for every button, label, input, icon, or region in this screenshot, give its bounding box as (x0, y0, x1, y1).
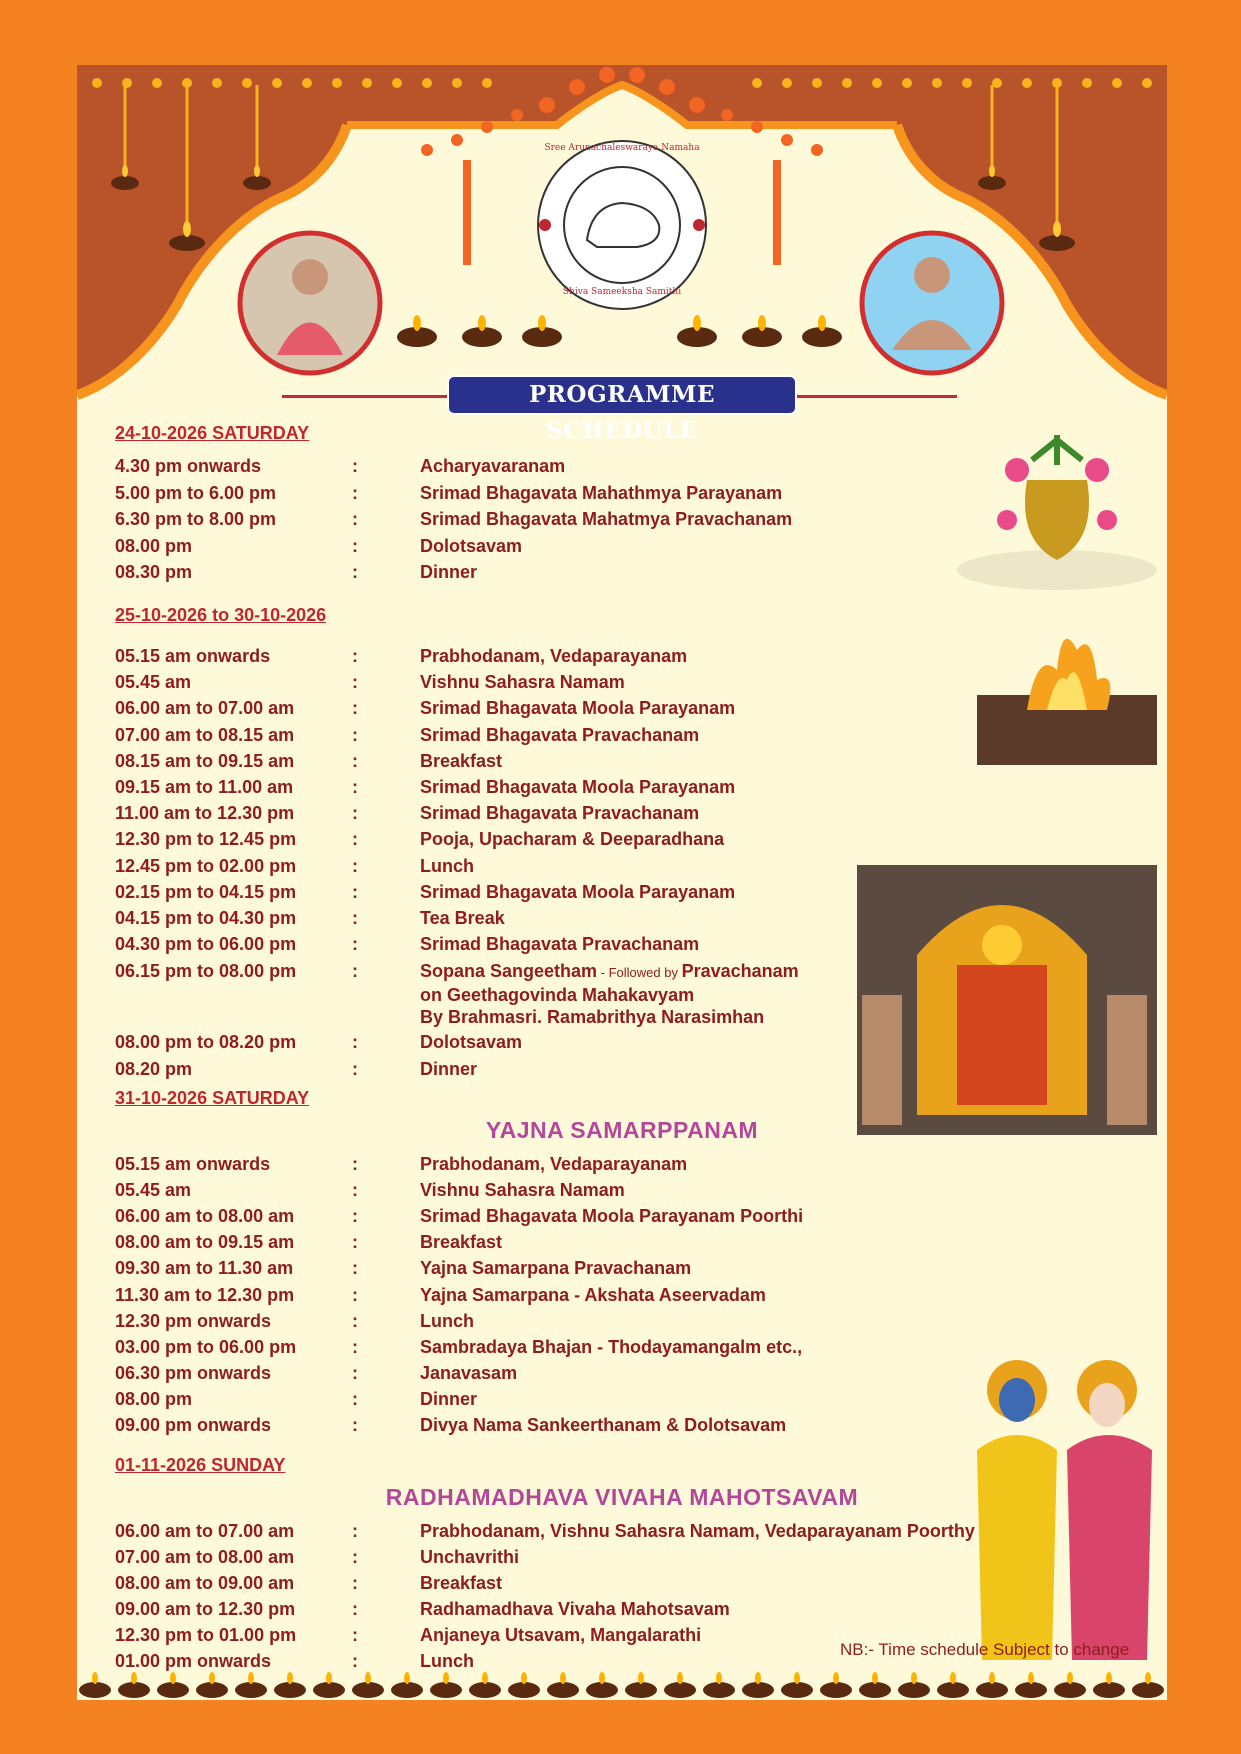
diya-icon (469, 1682, 501, 1698)
row-time: 6.30 pm to 8.00 pm (115, 509, 277, 529)
diya-icon (430, 1682, 462, 1698)
row-separator: : (352, 1232, 358, 1253)
row-separator: : (352, 1651, 358, 1671)
logo-text-bottom: Shiva Sameeksha Samithi (562, 287, 682, 297)
row-separator: : (352, 1154, 358, 1174)
row-separator: : (352, 698, 358, 719)
diya-icon (703, 1682, 735, 1698)
diya-icon (1132, 1682, 1164, 1698)
row-separator: : (352, 724, 358, 745)
diya-icon (937, 1682, 969, 1698)
row-time: 08.15 am to 09.15 am (115, 750, 295, 771)
row-time: 12.45 pm to 02.00 pm (115, 855, 297, 876)
diya-icon (157, 1682, 189, 1698)
row-separator: : (352, 672, 358, 693)
row-activity: Vishnu Sahasra Namam (420, 672, 625, 693)
row-separator: : (352, 482, 358, 503)
flame-icon (833, 1672, 839, 1684)
row-separator: : (352, 1206, 358, 1227)
row-time: 04.30 pm to 06.00 pm (115, 934, 297, 955)
row-activity: Sambradaya Bhajan - Thodayamangalm etc., (420, 1336, 803, 1357)
row-time: 5.00 pm to 6.00 pm (115, 482, 277, 503)
kalasam-image (947, 420, 1167, 600)
logo-text-top: Sree Arunachaleswaraya Namaha (544, 143, 700, 153)
row-activity: Tea Break (420, 908, 505, 928)
flame-icon (92, 1672, 98, 1684)
page-title: PROGRAMME SCHEDULE (447, 375, 797, 415)
diya-icon (196, 1682, 228, 1698)
row-activity: Vishnu Sahasra Namam (420, 1180, 625, 1201)
diya-icon (1054, 1682, 1086, 1698)
flame-icon (1028, 1672, 1034, 1684)
flame-icon (170, 1672, 176, 1684)
row-separator: : (352, 1625, 358, 1645)
row-time: 04.15 pm to 04.30 pm (115, 908, 297, 928)
row-time: 06.30 pm onwards (115, 1362, 272, 1383)
row-activity: Srimad Bhagavata Pravachanam (420, 934, 700, 955)
flame-icon (989, 1672, 995, 1684)
row-activity: Breakfast (420, 1573, 503, 1593)
diya-icon (79, 1682, 111, 1698)
row-time: 4.30 pm onwards (115, 456, 262, 476)
row-time: 01.00 pm onwards (115, 1651, 272, 1671)
diya-icon (118, 1682, 150, 1698)
flame-icon (443, 1672, 449, 1684)
flame-icon (209, 1672, 215, 1684)
row-separator: : (352, 1032, 358, 1052)
row-time: 11.00 am to 12.30 pm (115, 803, 295, 824)
row-activity: Srimad Bhagavata Moola Parayanam (420, 698, 736, 719)
row-time: 03.00 pm to 06.00 pm (115, 1336, 297, 1357)
flame-icon (716, 1672, 722, 1684)
date-heading-day1: 24-10-2026 SATURDAY (115, 423, 310, 443)
row-time: 06.00 am to 08.00 am (115, 1206, 295, 1227)
row-separator: : (352, 1388, 358, 1409)
diya-icon (898, 1682, 930, 1698)
row-separator: : (352, 881, 358, 902)
row-time: 07.00 am to 08.15 am (115, 724, 295, 745)
row-activity: Srimad Bhagavata Moola Parayanam Poorthi (420, 1206, 804, 1227)
row-separator: : (352, 777, 358, 797)
row-activity: Dinner (420, 1058, 478, 1079)
flame-icon (326, 1672, 332, 1684)
row-activity: Divya Nama Sankeerthanam & Dolotsavam (420, 1415, 787, 1435)
row-separator: : (352, 855, 358, 876)
date-heading-day4: 01-11-2026 SUNDAY (115, 1455, 286, 1475)
row-activity: Pooja, Upacharam & Deeparadhana (420, 829, 725, 850)
row-activity: Janavasam (420, 1362, 518, 1383)
row-separator: : (352, 1547, 358, 1567)
row-time: 11.30 am to 12.30 pm (115, 1284, 295, 1305)
diya-icon (625, 1682, 657, 1698)
row-time: 06.15 pm to 08.00 pm (115, 961, 297, 981)
row-time: 08.00 am to 09.15 am (115, 1232, 295, 1253)
flame-icon (755, 1672, 761, 1684)
diya-icon (586, 1682, 618, 1698)
arch-decoration (77, 65, 1167, 405)
row-activity: Anjaneya Utsavam, Mangalarathi (420, 1625, 702, 1645)
flame-icon (872, 1672, 878, 1684)
diya-icon (664, 1682, 696, 1698)
row-separator: : (352, 456, 358, 476)
flame-icon (521, 1672, 527, 1684)
row-activity: Srimad Bhagavata Pravachanam (420, 803, 700, 824)
row-activity: Radhamadhava Vivaha Mahotsavam (420, 1599, 730, 1619)
row-activity: Prabhodanam, Vedaparayanam (420, 1154, 688, 1174)
bottom-diya-border (77, 1665, 1167, 1700)
date-heading-day2: 25-10-2026 to 30-10-2026 (115, 605, 327, 625)
row-separator: : (352, 1599, 358, 1619)
row-activity: Acharyavaranam (420, 456, 566, 476)
row-separator: : (352, 908, 358, 928)
diya-icon (820, 1682, 852, 1698)
diya-icon (742, 1682, 774, 1698)
diya-icon (976, 1682, 1008, 1698)
row-time: 05.45 am (115, 1180, 192, 1201)
row-activity: Lunch (420, 1651, 474, 1671)
row-separator: : (352, 829, 358, 850)
row-activity: Prabhodanam, Vishnu Sahasra Namam, Vedaparayanam Poorthy (420, 1521, 975, 1541)
row-activity: Breakfast (420, 750, 503, 771)
row-time: 08.30 pm (115, 562, 193, 582)
flame-icon (482, 1672, 488, 1684)
row-separator: : (352, 1415, 358, 1435)
day4-subtitle: RADHAMADHAVA VIVAHA MAHOTSAVAM (385, 1484, 859, 1510)
flame-icon (560, 1672, 566, 1684)
diya-icon (274, 1682, 306, 1698)
row-activity: Lunch (420, 855, 474, 876)
row-activity: Srimad Bhagavata Mahatmya Pravachanam (420, 509, 793, 529)
flame-icon (794, 1672, 800, 1684)
flame-icon (911, 1672, 917, 1684)
schedule-card (77, 65, 1167, 1700)
row-activity: Yajna Samarpana Pravachanam (420, 1258, 692, 1279)
row-time: 09.00 pm onwards (115, 1415, 272, 1435)
sopana-part1: Sopana Sangeetham (420, 961, 598, 981)
row-time: 05.15 am onwards (115, 646, 271, 666)
row-separator: : (352, 1284, 358, 1305)
row-separator: : (352, 1521, 358, 1541)
row-activity: Lunch (420, 1310, 474, 1331)
row-separator: : (352, 1258, 358, 1279)
day3-subtitle: YAJNA SAMARPPANAM (485, 1117, 759, 1143)
flame-icon (131, 1672, 137, 1684)
row-time: 07.00 am to 08.00 am (115, 1547, 295, 1567)
row-activity: Unchavrithi (420, 1547, 520, 1567)
row-activity (420, 960, 980, 1028)
diya-icon (235, 1682, 267, 1698)
flame-icon (365, 1672, 371, 1684)
row-activity: Srimad Bhagavata Moola Parayanam (420, 881, 736, 902)
sopana-line2: on Geethagovinda Mahakavyam (420, 985, 695, 1005)
sopana-line3: By Brahmasri. Ramabrithya Narasimhan (420, 1007, 765, 1027)
title-line-left (282, 395, 447, 398)
flame-icon (677, 1672, 683, 1684)
row-separator: : (352, 509, 358, 529)
row-time: 12.30 pm to 01.00 pm (115, 1625, 297, 1645)
row-separator: : (352, 562, 358, 582)
row-activity: Yajna Samarpana - Akshata Aseervadam (420, 1284, 766, 1305)
row-activity: Srimad Bhagavata Moola Parayanam (420, 777, 736, 797)
diya-icon (391, 1682, 423, 1698)
flame-icon (599, 1672, 605, 1684)
diya-icon (352, 1682, 384, 1698)
row-activity: Dinner (420, 562, 478, 582)
title-line-right (797, 395, 957, 398)
row-activity: Dolotsavam (420, 1032, 523, 1052)
row-separator: : (352, 750, 358, 771)
row-separator: : (352, 961, 358, 981)
row-activity: Srimad Bhagavata Pravachanam (420, 724, 700, 745)
row-separator: : (352, 1058, 358, 1079)
flame-icon (248, 1672, 254, 1684)
row-separator: : (352, 934, 358, 955)
row-activity: Prabhodanam, Vedaparayanam (420, 646, 688, 666)
flame-icon (1145, 1672, 1151, 1684)
diya-icon (1093, 1682, 1125, 1698)
row-time: 09.00 am to 12.30 pm (115, 1599, 296, 1619)
row-activity: Breakfast (420, 1232, 503, 1253)
flame-icon (404, 1672, 410, 1684)
row-time: 06.00 am to 07.00 am (115, 698, 295, 719)
row-time: 08.20 pm (115, 1058, 193, 1079)
row-separator: : (352, 1573, 358, 1593)
row-time: 09.15 am to 11.00 am (115, 777, 294, 797)
diya-icon (1015, 1682, 1047, 1698)
schedule-note: NB:- Time schedule Subject to change (840, 1640, 1130, 1659)
row-time: 08.00 pm to 08.20 pm (115, 1032, 297, 1052)
row-time: 08.00 pm (115, 535, 193, 556)
row-time: 05.45 am (115, 672, 192, 693)
flame-icon (1106, 1672, 1112, 1684)
row-time: 02.15 pm to 04.15 pm (115, 881, 297, 902)
date-heading-day3: 31-10-2026 SATURDAY (115, 1088, 310, 1108)
sopana-part3: Pravachanam (681, 961, 799, 981)
diya-icon (859, 1682, 891, 1698)
row-activity: Dolotsavam (420, 535, 523, 556)
diya-icon (313, 1682, 345, 1698)
flame-icon (638, 1672, 644, 1684)
row-activity: Dinner (420, 1388, 478, 1409)
flame-icon (287, 1672, 293, 1684)
row-separator: : (352, 535, 358, 556)
sopana-part2: - Followed by (597, 965, 682, 980)
diya-icon (781, 1682, 813, 1698)
row-time: 09.30 am to 11.30 am (115, 1258, 294, 1279)
row-separator: : (352, 1362, 358, 1383)
row-time: 08.00 am to 09.00 am (115, 1573, 295, 1593)
flame-icon (950, 1672, 956, 1684)
flame-icon (1067, 1672, 1073, 1684)
row-separator: : (352, 1336, 358, 1357)
row-activity: Srimad Bhagavata Mahathmya Parayanam (420, 482, 783, 503)
row-time: 08.00 pm (115, 1388, 193, 1409)
row-time: 12.30 pm onwards (115, 1310, 272, 1331)
diya-icon (508, 1682, 540, 1698)
row-time: 06.00 am to 07.00 am (115, 1521, 295, 1541)
row-time: 12.30 pm to 12.45 pm (115, 829, 297, 850)
row-separator: : (352, 1310, 358, 1331)
row-separator: : (352, 803, 358, 824)
diya-icon (547, 1682, 579, 1698)
row-separator: : (352, 1180, 358, 1201)
row-separator: : (352, 646, 358, 666)
row-time: 05.15 am onwards (115, 1154, 271, 1174)
homa-fire-image (967, 610, 1167, 780)
